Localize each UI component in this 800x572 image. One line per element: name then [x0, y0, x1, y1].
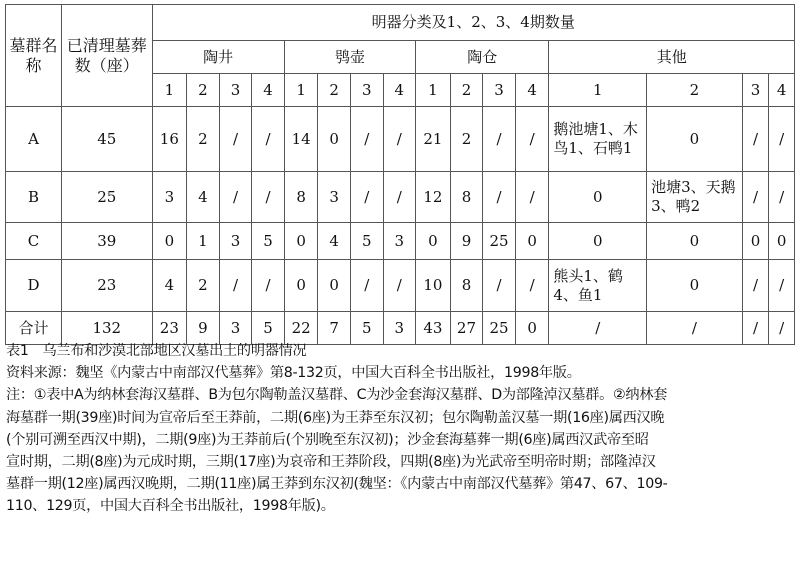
- cell: 2: [450, 107, 483, 172]
- table-caption: 表1 乌兰布和沙漠北部地区汉墓出土的明器情况: [6, 343, 307, 359]
- cell: /: [549, 312, 647, 345]
- cell: /: [252, 172, 285, 223]
- table-row: [6, 223, 795, 260]
- cell: /: [742, 312, 768, 345]
- cell: /: [483, 260, 516, 312]
- cell: /: [383, 172, 416, 223]
- cell: 0: [416, 223, 451, 260]
- cell: 0: [742, 223, 768, 260]
- phase-well-3: 3: [219, 74, 252, 107]
- cell: 4: [318, 223, 351, 260]
- cell: /: [515, 260, 549, 312]
- cell: /: [742, 107, 768, 172]
- cell: 3: [383, 312, 416, 345]
- phase-granary-1: 1: [416, 74, 451, 107]
- phase-well-4: 4: [252, 74, 285, 107]
- note-line: 110、129页，中国大百科全书出版社，1998年版)。: [6, 498, 335, 515]
- cell: /: [219, 107, 252, 172]
- cell: 23: [152, 312, 187, 345]
- cell: 3: [383, 223, 416, 260]
- cell: 9: [187, 312, 220, 345]
- cell: /: [742, 260, 768, 312]
- header-category-granary: 陶仓: [416, 41, 549, 74]
- row-count: 25: [61, 172, 152, 223]
- cell: /: [350, 107, 383, 172]
- cell: 43: [416, 312, 451, 345]
- cell: /: [350, 260, 383, 312]
- cell: 16: [152, 107, 187, 172]
- cell: /: [219, 260, 252, 312]
- cell: 5: [252, 223, 285, 260]
- cell: /: [383, 260, 416, 312]
- cell: 0: [515, 223, 549, 260]
- row-group: A: [6, 107, 62, 172]
- cell: 25: [483, 312, 516, 345]
- cell: 21: [416, 107, 451, 172]
- phase-hu-2: 2: [318, 74, 351, 107]
- cell: 0: [284, 260, 318, 312]
- cell: 10: [416, 260, 451, 312]
- header-category-other: 其他: [549, 41, 795, 74]
- table-notes: [6, 340, 798, 518]
- cell: /: [769, 312, 795, 345]
- cell: /: [252, 107, 285, 172]
- row-group: D: [6, 260, 62, 312]
- cell: 22: [284, 312, 318, 345]
- cell: 3: [318, 172, 351, 223]
- header-category-well: 陶井: [152, 41, 284, 74]
- phase-hu-4: 4: [383, 74, 416, 107]
- cell: 0: [515, 312, 549, 345]
- cell: /: [769, 172, 795, 223]
- phase-granary-2: 2: [450, 74, 483, 107]
- cell: 12: [416, 172, 451, 223]
- phase-hu-1: 1: [284, 74, 318, 107]
- cell: /: [252, 260, 285, 312]
- header-title: 明器分类及1、2、3、4期数量: [152, 5, 794, 41]
- header-category-hu: 鸮壶: [284, 41, 415, 74]
- table-row: [6, 107, 795, 172]
- cell: 1: [187, 223, 220, 260]
- cell: 0: [549, 223, 647, 260]
- row-group: B: [6, 172, 62, 223]
- table-row: [6, 172, 795, 223]
- row-count: 45: [61, 107, 152, 172]
- cell: 9: [450, 223, 483, 260]
- cell: 0: [318, 260, 351, 312]
- cell: 7: [318, 312, 351, 345]
- source-line: 资料来源：魏坚《内蒙古中南部汉代墓葬》第8-132页，中国大百科全书出版社，1998年版。: [6, 365, 581, 382]
- cell: /: [515, 172, 549, 223]
- cell: 0: [152, 223, 187, 260]
- cell: 池塘3、天鹅3、鸭2: [647, 172, 743, 223]
- row-count: 23: [61, 260, 152, 312]
- note-line: 宣时期，二期(8座)为元成时期，三期(17座)为哀帝和王莽阶段，四期(8座)为光武帝至明帝时期；部隆淖汉: [6, 454, 656, 471]
- note-line: (个别可溯至西汉中期)，二期(9座)为王莽前后(个别晚至东汉初)；沙金套海墓葬一期(6座)属西汉武帝至昭: [6, 431, 649, 448]
- cell: 0: [647, 107, 743, 172]
- cell: 0: [769, 223, 795, 260]
- row-group: 合计: [6, 312, 62, 345]
- cell: /: [647, 312, 743, 345]
- cell: /: [483, 172, 516, 223]
- cell: 0: [549, 172, 647, 223]
- cell: /: [769, 260, 795, 312]
- cell: 3: [152, 172, 187, 223]
- note-line: 海墓群一期(39座)时间为宣帝后至王莽前，二期(6座)为王莽至东汉初；包尔陶勒盖汉墓一期(16座)属西汉晚: [6, 409, 665, 426]
- phase-other-3: 3: [742, 74, 768, 107]
- cell: /: [515, 107, 549, 172]
- cell: /: [769, 107, 795, 172]
- cell: 8: [284, 172, 318, 223]
- phase-other-2: 2: [647, 74, 743, 107]
- cell: 4: [152, 260, 187, 312]
- phase-granary-4: 4: [515, 74, 549, 107]
- phase-well-2: 2: [187, 74, 220, 107]
- cell: 4: [187, 172, 220, 223]
- cell: 5: [350, 312, 383, 345]
- row-count: 39: [61, 223, 152, 260]
- cell: 3: [219, 223, 252, 260]
- cell: 5: [252, 312, 285, 345]
- header-group-name: 墓群名称: [6, 5, 62, 107]
- cell: 熊头1、鹤4、鱼1: [549, 260, 647, 312]
- cell: 8: [450, 260, 483, 312]
- tomb-artifacts-table: [5, 4, 795, 345]
- phase-granary-3: 3: [483, 74, 516, 107]
- table-row: [6, 260, 795, 312]
- cell: 0: [647, 260, 743, 312]
- cell: 8: [450, 172, 483, 223]
- cell: 鹅池塘1、木鸟1、石鸭1: [549, 107, 647, 172]
- cell: /: [483, 107, 516, 172]
- cell: /: [383, 107, 416, 172]
- phase-other-1: 1: [549, 74, 647, 107]
- row-group: C: [6, 223, 62, 260]
- header-tombs-count: 已清理墓葬数（座）: [61, 5, 152, 107]
- note-line: 墓群一期(12座)属西汉晚期，二期(11座)属王莽到东汉初(魏坚：《内蒙古中南部汉代墓葬》第47、67、109-: [6, 476, 668, 493]
- cell: 0: [284, 223, 318, 260]
- cell: 0: [647, 223, 743, 260]
- cell: /: [742, 172, 768, 223]
- row-count: 132: [61, 312, 152, 345]
- cell: 0: [318, 107, 351, 172]
- cell: 2: [187, 260, 220, 312]
- phase-well-1: 1: [152, 74, 187, 107]
- cell: 25: [483, 223, 516, 260]
- cell: /: [219, 172, 252, 223]
- cell: 5: [350, 223, 383, 260]
- cell: 27: [450, 312, 483, 345]
- cell: 2: [187, 107, 220, 172]
- phase-other-4: 4: [769, 74, 795, 107]
- cell: 14: [284, 107, 318, 172]
- cell: /: [350, 172, 383, 223]
- cell: 3: [219, 312, 252, 345]
- phase-hu-3: 3: [350, 74, 383, 107]
- note-line: 注：①表中A为纳林套海汉墓群、B为包尔陶勒盖汉墓群、C为沙金套海汉墓群、D为部隆淖汉墓群。②纳林套: [6, 387, 668, 404]
